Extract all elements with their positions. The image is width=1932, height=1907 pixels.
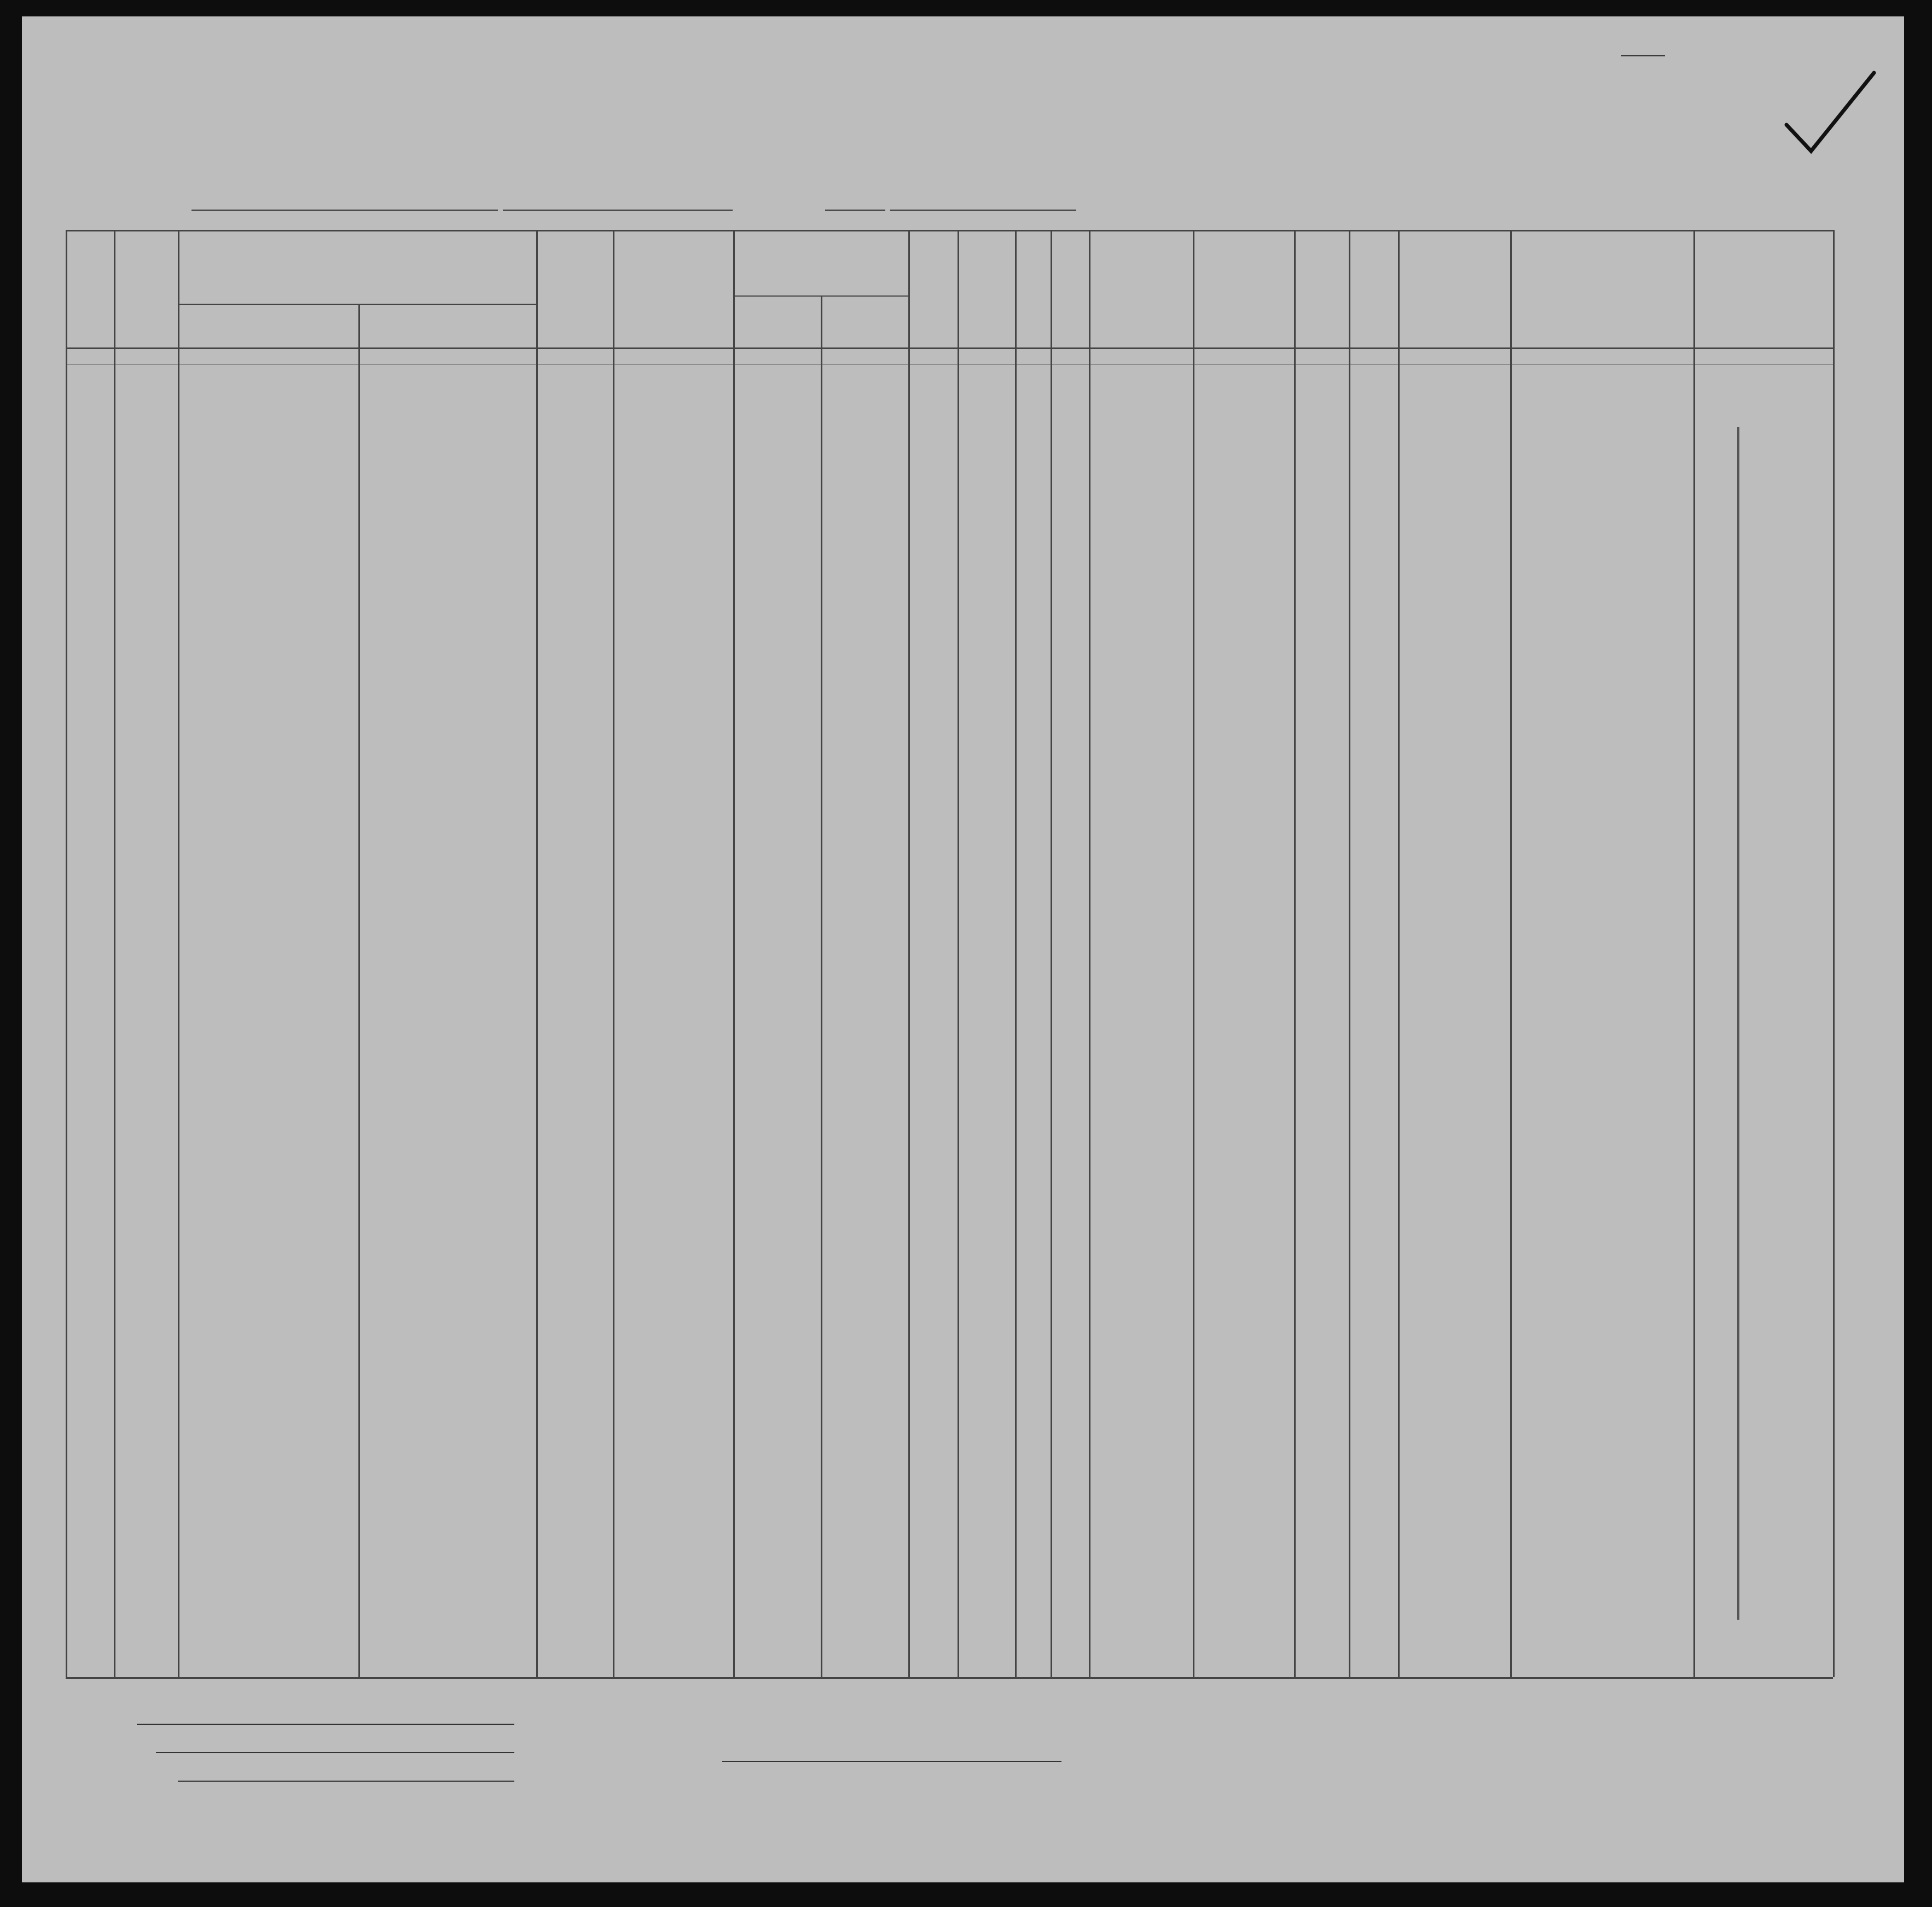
line-rule xyxy=(137,1724,514,1725)
agents-rule xyxy=(178,1781,514,1782)
column-rule xyxy=(1398,230,1400,1677)
column-rule xyxy=(178,230,179,1677)
column-rule xyxy=(1294,230,1296,1677)
sheet-number xyxy=(1611,27,1665,55)
column-rule xyxy=(1015,230,1017,1677)
column-rule xyxy=(1089,230,1090,1677)
column-rule xyxy=(1051,230,1052,1677)
column-rule xyxy=(536,230,538,1677)
arrival-year xyxy=(825,210,885,211)
sheet-value xyxy=(1621,27,1665,56)
from-port xyxy=(890,210,1076,211)
vessel-name xyxy=(192,210,498,211)
column-rule xyxy=(1193,230,1194,1677)
column-rule xyxy=(1510,230,1512,1677)
table-bottom-rule xyxy=(66,1677,1833,1679)
arriving-port xyxy=(503,210,733,211)
owners-rule xyxy=(156,1752,514,1753)
manifest-page xyxy=(22,16,1904,1882)
table-header-rule xyxy=(66,347,1833,349)
column-rule xyxy=(1833,230,1835,1677)
column-rule xyxy=(66,230,67,1677)
column-rule xyxy=(1349,230,1350,1677)
inspector-rule xyxy=(722,1761,1061,1762)
table-top-rule xyxy=(66,230,1833,231)
column-rule xyxy=(908,230,910,1677)
column-rule xyxy=(958,230,959,1677)
column-rule xyxy=(613,230,614,1677)
column-rule xyxy=(1693,230,1695,1677)
column-rule xyxy=(114,230,115,1677)
column-rule xyxy=(358,304,360,1677)
column-rule xyxy=(821,295,822,1677)
name-subheader-rule xyxy=(178,304,536,305)
inspector-vertical-line xyxy=(1737,427,1739,1620)
column-rule xyxy=(733,230,735,1677)
check-mark-icon xyxy=(1781,65,1879,158)
vessel-line xyxy=(192,189,1669,217)
